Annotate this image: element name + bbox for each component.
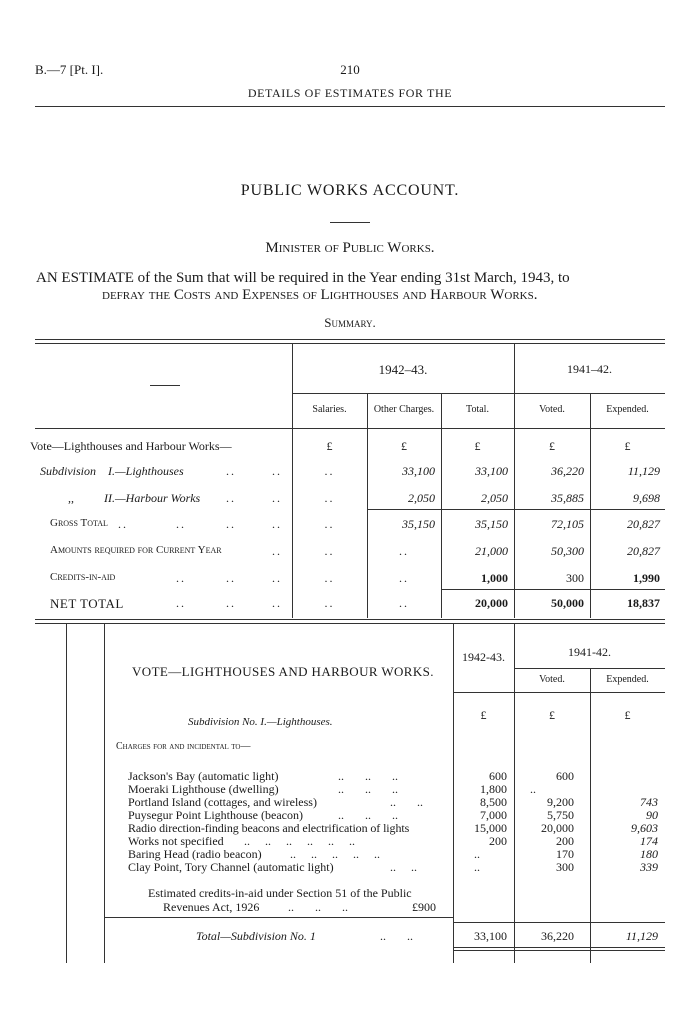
title-rule [330, 222, 370, 223]
account-title: PUBLIC WORKS ACCOUNT. [240, 182, 460, 199]
col-voted: Voted. [539, 404, 565, 415]
subdivision-heading: Subdivision No. I.—Lighthouses. [188, 716, 333, 728]
summary-heading: Summary. [324, 315, 376, 330]
header-rule [35, 106, 665, 107]
col-expended: Expended. [606, 404, 649, 415]
estimate-line-1: AN ESTIMATE of the Sum that will be required in the Year ending 31st March, 1943, to [36, 270, 570, 286]
page-subtitle: DETAILS OF ESTIMATES FOR THE [247, 86, 453, 100]
page-number: 210 [340, 62, 360, 77]
summary-year-current: 1942–43. [378, 362, 428, 377]
vote-title: VOTE—LIGHTHOUSES AND HARBOUR WORKS. [132, 664, 434, 679]
charges-heading: Charges for and incidental to— [116, 741, 251, 752]
detail-col-expended: Expended. [606, 674, 649, 685]
detail-year-previous: 1941-42. [568, 645, 611, 659]
col-salaries: Salaries. [312, 404, 347, 415]
detail-col-voted: Voted. [539, 674, 565, 685]
vote-label: Vote—Lighthouses and Harbour Works— [30, 439, 232, 453]
col-other-charges: Other Charges. [373, 404, 435, 415]
estimate-line-2: defray the Costs and Expenses of Lighthouses and Harbour Works. [102, 287, 538, 303]
detail-year-current: 1942-43. [462, 650, 505, 664]
document-reference: B.—7 [Pt. I]. [35, 62, 104, 77]
col-total: Total. [466, 404, 489, 415]
summary-year-previous: 1941–42. [567, 362, 612, 376]
minister-heading: Minister of Public Works. [265, 240, 435, 256]
